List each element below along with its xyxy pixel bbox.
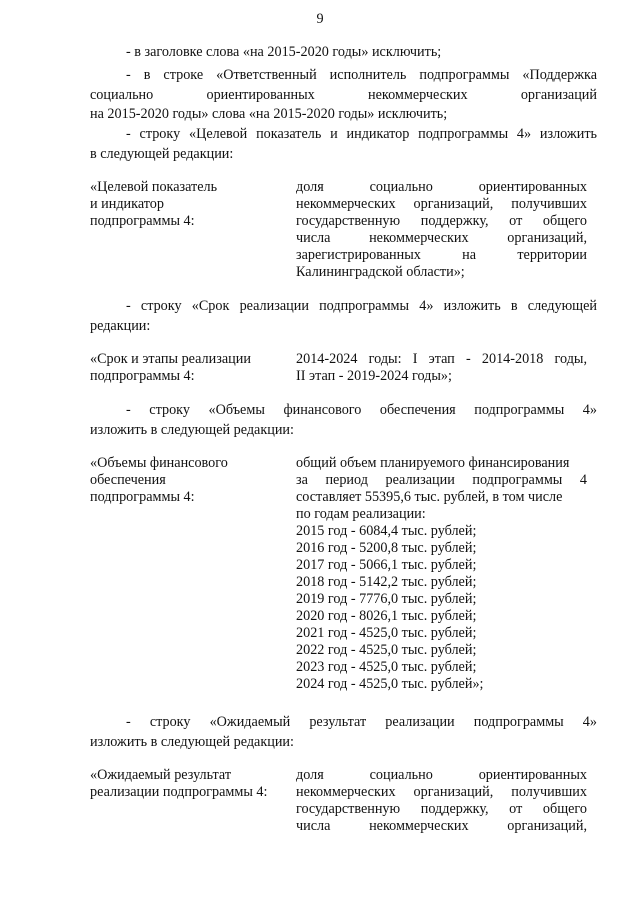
finance-year-2020: 2020 год - 8026,1 тыс. рублей; xyxy=(296,608,477,624)
finance-year-2019: 2019 год - 7776,0 тыс. рублей; xyxy=(296,591,477,607)
finance-value-1: общий объем планируемого финансирования xyxy=(296,455,570,471)
finance-year-2022: 2022 год - 4525,0 тыс. рублей; xyxy=(296,642,477,658)
finance-label-2: обеспечения xyxy=(90,472,166,488)
finance-year-2021: 2021 год - 4525,0 тыс. рублей; xyxy=(296,625,477,641)
finance-year-2023: 2023 год - 4525,0 тыс. рублей; xyxy=(296,659,477,675)
result-intro-line-1: - строку «Ожидаемый результат реализации подпрограммы 4» xyxy=(126,714,597,730)
target-value-5: зарегистрированных на территории xyxy=(296,247,587,263)
target-label-2: и индикатор xyxy=(90,196,164,212)
finance-year-2015: 2015 год - 6084,4 тыс. рублей; xyxy=(296,523,477,539)
term-label-2: подпрограммы 4: xyxy=(90,368,195,384)
result-label-2: реализации подпрограммы 4: xyxy=(90,784,268,800)
target-label-1: «Целевой показатель xyxy=(90,179,218,195)
term-value-2: II этап - 2019-2024 годы»; xyxy=(296,368,452,384)
term-label-1: «Срок и этапы реализации xyxy=(90,351,251,367)
finance-label-3: подпрограммы 4: xyxy=(90,489,195,505)
target-value-6: Калининградской области»; xyxy=(296,264,465,280)
finance-year-2017: 2017 год - 5066,1 тыс. рублей; xyxy=(296,557,477,573)
result-value-1: доля социально ориентированных xyxy=(296,767,587,783)
target-value-3: государственную поддержку, от общего xyxy=(296,213,587,229)
finance-value-3: составляет 55395,6 тыс. рублей, в том числе xyxy=(296,489,563,505)
page-number: 9 xyxy=(316,11,324,27)
finance-value-4: по годам реализации: xyxy=(296,506,426,522)
intro-line-1: - в заголовке слова «на 2015-2020 годы» исключить; xyxy=(126,44,442,60)
target-label-3: подпрограммы 4: xyxy=(90,213,195,229)
intro-line-2: - в строке «Ответственный исполнитель подпрограммы «Поддержка xyxy=(126,67,597,83)
result-value-4: числа некоммерческих организаций, xyxy=(296,818,587,834)
finance-value-2: за период реализации подпрограммы 4 xyxy=(296,472,587,488)
target-value-4: числа некоммерческих организаций, xyxy=(296,230,587,246)
term-intro-line-2: редакции: xyxy=(90,318,151,334)
intro-line-3: социально ориентированных некоммерческих организаций xyxy=(90,87,597,103)
intro-line-5: - строку «Целевой показатель и индикатор подпрограммы 4» изложить xyxy=(126,126,597,142)
result-label-1: «Ожидаемый результат xyxy=(90,767,232,783)
finance-year-2018: 2018 год - 5142,2 тыс. рублей; xyxy=(296,574,477,590)
result-value-3: государственную поддержку, от общего xyxy=(296,801,587,817)
term-value-1: 2014-2024 годы: I этап - 2014-2018 годы, xyxy=(296,351,587,367)
finance-intro-line-2: изложить в следующей редакции: xyxy=(90,422,294,438)
result-intro-line-2: изложить в следующей редакции: xyxy=(90,734,294,750)
finance-label-1: «Объемы финансового xyxy=(90,455,228,471)
intro-line-6: в следующей редакции: xyxy=(90,146,234,162)
finance-intro-line-1: - строку «Объемы финансового обеспечения подпрограммы 4» xyxy=(126,402,597,418)
finance-year-2024: 2024 год - 4525,0 тыс. рублей»; xyxy=(296,676,484,692)
finance-year-2016: 2016 год - 5200,8 тыс. рублей; xyxy=(296,540,477,556)
target-value-2: некоммерческих организаций, получивших xyxy=(296,196,587,212)
target-value-1: доля социально ориентированных xyxy=(296,179,587,195)
intro-line-4: на 2015-2020 годы» слова «на 2015-2020 годы» исключить; xyxy=(90,106,448,122)
result-value-2: некоммерческих организаций, получивших xyxy=(296,784,587,800)
term-intro-line-1: - строку «Срок реализации подпрограммы 4» изложить в следующей xyxy=(126,298,597,314)
